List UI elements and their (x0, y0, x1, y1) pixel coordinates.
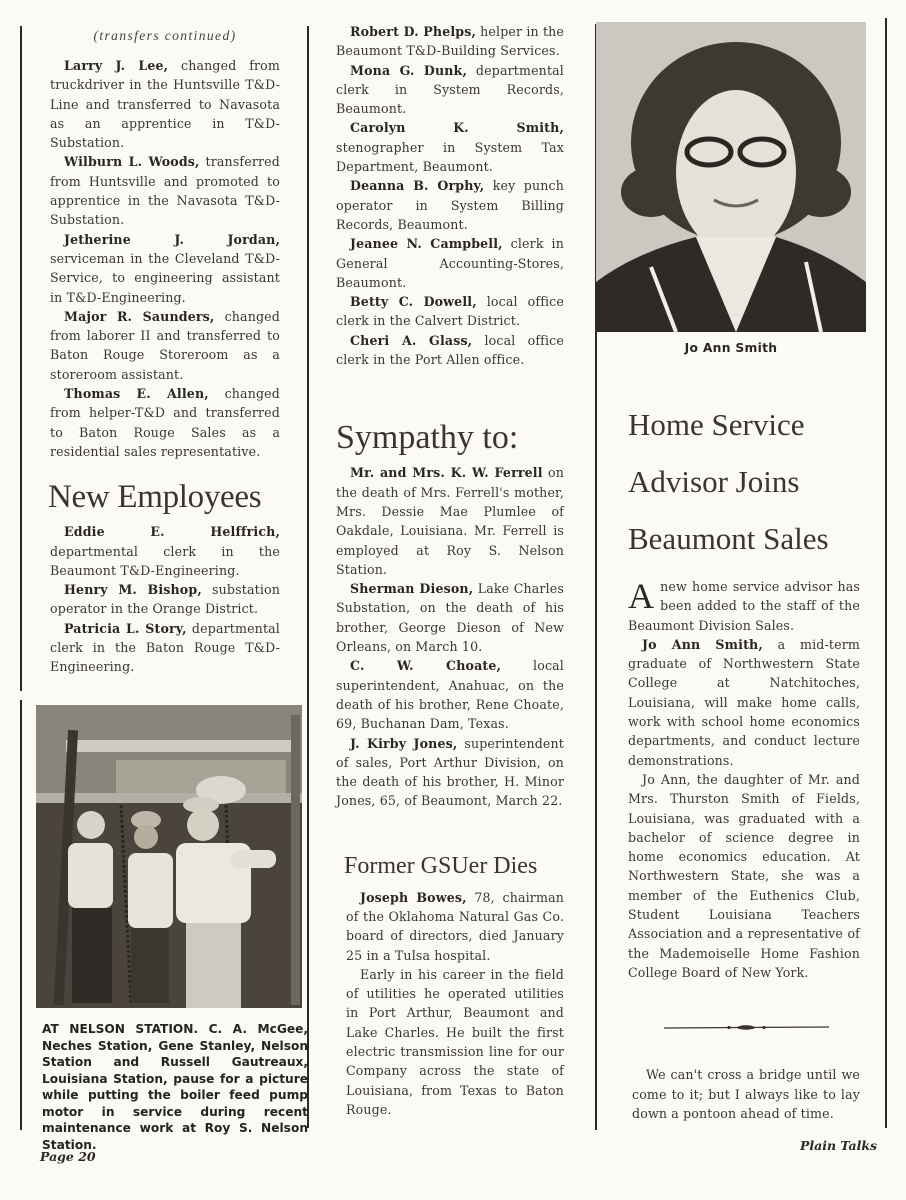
ornament-icon (664, 1023, 829, 1033)
article-paragraphs (628, 635, 860, 982)
new-employees-heading: New Employees (48, 479, 262, 516)
new-employee-entry-name: Betty C. Dowell, (350, 294, 477, 310)
new-employee-entry-name: Eddie E. Helffrich, (64, 524, 280, 540)
new-employees-continued-list (336, 22, 564, 369)
new-employee-entry-name: Patricia L. Story, (64, 620, 187, 636)
workers-with-hoist-image (36, 705, 302, 1008)
transfer-entry-text: changed from helper-T&D and transferred to Baton Rouge Sales as a residential sales representative. (50, 386, 280, 459)
obituary-paragraph (346, 888, 564, 965)
obituary-paragraph (346, 965, 564, 1119)
new-employee-entry-name: Mona G. Dunk, (350, 62, 467, 78)
new-employee-entry-text: departmental clerk in System Records, Beaumont. (336, 62, 564, 117)
transfer-entry-name: Jetherine J. Jordan, (64, 231, 280, 247)
jo-ann-smith-portrait-image (596, 22, 866, 332)
new-employee-entry (50, 580, 280, 619)
new-employee-entry (336, 61, 564, 119)
sympathy-list (336, 463, 564, 810)
sympathy-entry-text: local superintendent, Anahuac, on the death of his brother, Rene Choate, 69, Buchanan Dam, Texas. (336, 658, 564, 732)
sympathy-entry (336, 734, 564, 811)
nelson-station-caption: AT NELSON STATION. C. A. McGee, Neches Station, Gene Stanley, Nelson Station and Russell Gautreaux, Louisiana Station, pause for a picture while putting the boiler feed pump motor in service during recent maintenance work at Roy S. Nelson Station. (42, 1022, 308, 1152)
column-rule-right (885, 18, 887, 1128)
new-employee-entry-name: Jeanee N. Campbell, (350, 236, 503, 252)
new-employees-list (50, 522, 280, 676)
transfer-entry-text: changed from truckdriver in the Huntsville T&D-Line and transferred to Navasota as an apprentice in T&D-Substation. (50, 58, 280, 151)
obituary-paragraph-name: Joseph Bowes, (360, 889, 467, 905)
transfers-list (50, 56, 280, 461)
new-employee-entry (336, 118, 564, 176)
left-column (50, 28, 280, 677)
middle-column (336, 22, 564, 1119)
column-rule-left (20, 26, 22, 691)
new-employee-entry-text: key punch operator in System Billing Records, Beaumont. (336, 178, 565, 232)
sympathy-entry-text: Lake Charles Substation, on the death of his brother, George Dieson of New Orleans, on March 10. (336, 581, 564, 655)
lead-paragraph (628, 577, 860, 635)
sympathy-heading: Sympathy to: (336, 419, 519, 457)
portrait-photo (596, 22, 866, 332)
transfer-entry (50, 230, 280, 307)
lead-text: new home service advisor has been added to the staff of the Beaumont Division Sales. (628, 579, 860, 633)
quote-text: We can't cross a bridge until we come to it; but I always like to lay down a pontoon ahead of time. (632, 1067, 860, 1121)
new-employee-entry-text: departmental clerk in the Baton Rouge T&D-Engineering. (50, 620, 280, 675)
sympathy-entry (336, 579, 564, 656)
right-column-article (628, 396, 860, 1123)
page-number: Page 20 (40, 1149, 96, 1164)
transfer-entry-name: Major R. Saunders, (64, 308, 215, 324)
obituary-heading: Former GSUer Dies (344, 852, 538, 879)
sympathy-entry-name: C. W. Choate, (350, 658, 502, 674)
transfer-entry (50, 56, 280, 152)
sympathy-entry-name: Sherman Dieson, (350, 581, 474, 597)
sympathy-entry-text: superintendent of sales, Port Arthur Division, on the death of his brother, H. Minor Jones, 65, of Beaumont, March 22. (336, 735, 565, 809)
new-employee-entry (336, 234, 564, 292)
closing-quote (628, 1065, 860, 1123)
transfer-entry-name: Thomas E. Allen, (64, 386, 209, 402)
article-paragraph (628, 770, 860, 982)
new-employee-entry-text: clerk in General Accounting-Stores, Beaumont. (336, 236, 565, 290)
transfer-entry (50, 384, 280, 461)
article-paragraph-text: a mid-term graduate of Northwestern State College at Natchitoches, Louisiana, will make home calls, work with school home economics departments, and conduct lecture demonstrations. (628, 636, 860, 768)
column-rule-center-left (307, 26, 309, 1128)
sympathy-entry-name: J. Kirby Jones, (350, 735, 458, 751)
headline-line-2: Advisor Joins (628, 464, 800, 499)
sympathy-entry (336, 656, 564, 733)
new-employee-entry-name: Henry M. Bishop, (64, 582, 202, 598)
article-paragraph-text: Jo Ann, the daughter of Mr. and Mrs. Thurston Smith of Fields, Louisiana, was graduated with a bachelor of science degree in home economics education. At Northwestern State, she was a member of the Euthenics Club, Student Louisiana Teachers Association and a representative of the Mademoiselle Home Fashion College Board of New York. (628, 771, 860, 980)
ornamental-divider (664, 1018, 829, 1028)
transfer-entry-text: transferred from Huntsville and promoted to apprentice in the Navasota T&D-Substation. (50, 154, 280, 228)
new-employee-entry-text: substation operator in the Orange District. (50, 582, 280, 617)
new-employee-entry-name: Robert D. Phelps, (350, 24, 477, 39)
new-employee-entry (336, 292, 564, 331)
obituary-paragraph-text: Early in his career in the field of utilities he operated utilities in Port Arthur, Beaumont and Lake Charles. He built the first electric transmission line for our Company across the state of Louisiana, from Texas to Baton Rouge. (346, 966, 564, 1117)
publication-name: Plain Talks (800, 1138, 878, 1153)
obituary-paragraph-text: 78, chairman of the Oklahoma Natural Gas Co. board of directors, died January 25 in a Tulsa hospital. (346, 889, 564, 963)
sympathy-entry-name: Mr. and Mrs. K. W. Ferrell (350, 465, 543, 481)
transfer-entry-text: changed from laborer II and transferred to Baton Rouge Storeroom as a storeroom assistant. (50, 308, 280, 382)
new-employee-entry (336, 331, 564, 370)
transfer-entry (50, 307, 280, 384)
new-employee-entry-text: helper in the Beaumont T&D-Building Services. (336, 24, 565, 59)
sympathy-entry-text: on the death of Mrs. Ferrell's mother, Mrs. Dessie Mae Plumlee of Oakdale, Louisiana. Mr. Ferrell is employed at Roy S. Nelson Station. (336, 465, 564, 577)
sympathy-entry (336, 463, 564, 579)
article-headline (628, 396, 860, 567)
article-body (628, 577, 860, 982)
new-employee-entry-text: stenographer in System Tax Department, Beaumont. (336, 139, 564, 175)
article-paragraph-name: Jo Ann Smith, (642, 636, 763, 652)
new-employee-entry (50, 619, 280, 677)
article-paragraph (628, 635, 860, 770)
portrait-caption: Jo Ann Smith (684, 341, 778, 355)
transfer-entry-name: Larry J. Lee, (64, 58, 169, 73)
new-employee-entry-text: local office clerk in the Port Allen office. (336, 332, 564, 368)
headline-line-3: Beaumont Sales (628, 521, 829, 556)
new-employee-entry-name: Carolyn K. Smith, (350, 120, 564, 136)
transfer-entry-name: Wilburn L. Woods, (64, 154, 200, 170)
new-employee-entry-name: Cheri A. Glass, (350, 332, 473, 348)
transfer-entry-text: serviceman in the Cleveland T&D-Service, to engineering assistant in T&D-Engineering. (50, 250, 280, 305)
new-employee-entry-text: local office clerk in the Calvert District. (336, 294, 564, 329)
transfer-entry (50, 152, 280, 229)
new-employee-entry-name: Deanna B. Orphy, (350, 178, 485, 194)
nelson-station-photo (36, 705, 302, 1008)
obituary-text (336, 888, 564, 1120)
headline-line-1: Home Service (628, 407, 805, 442)
new-employee-entry (50, 522, 280, 580)
caption-rule-left (20, 700, 22, 1130)
drop-cap: A (628, 576, 655, 616)
new-employee-entry (336, 22, 564, 61)
transfers-continued-kicker: (transfers continued) (93, 28, 237, 43)
new-employee-entry-text: departmental clerk in the Beaumont T&D-Engineering. (50, 543, 280, 578)
new-employee-entry (336, 176, 564, 234)
